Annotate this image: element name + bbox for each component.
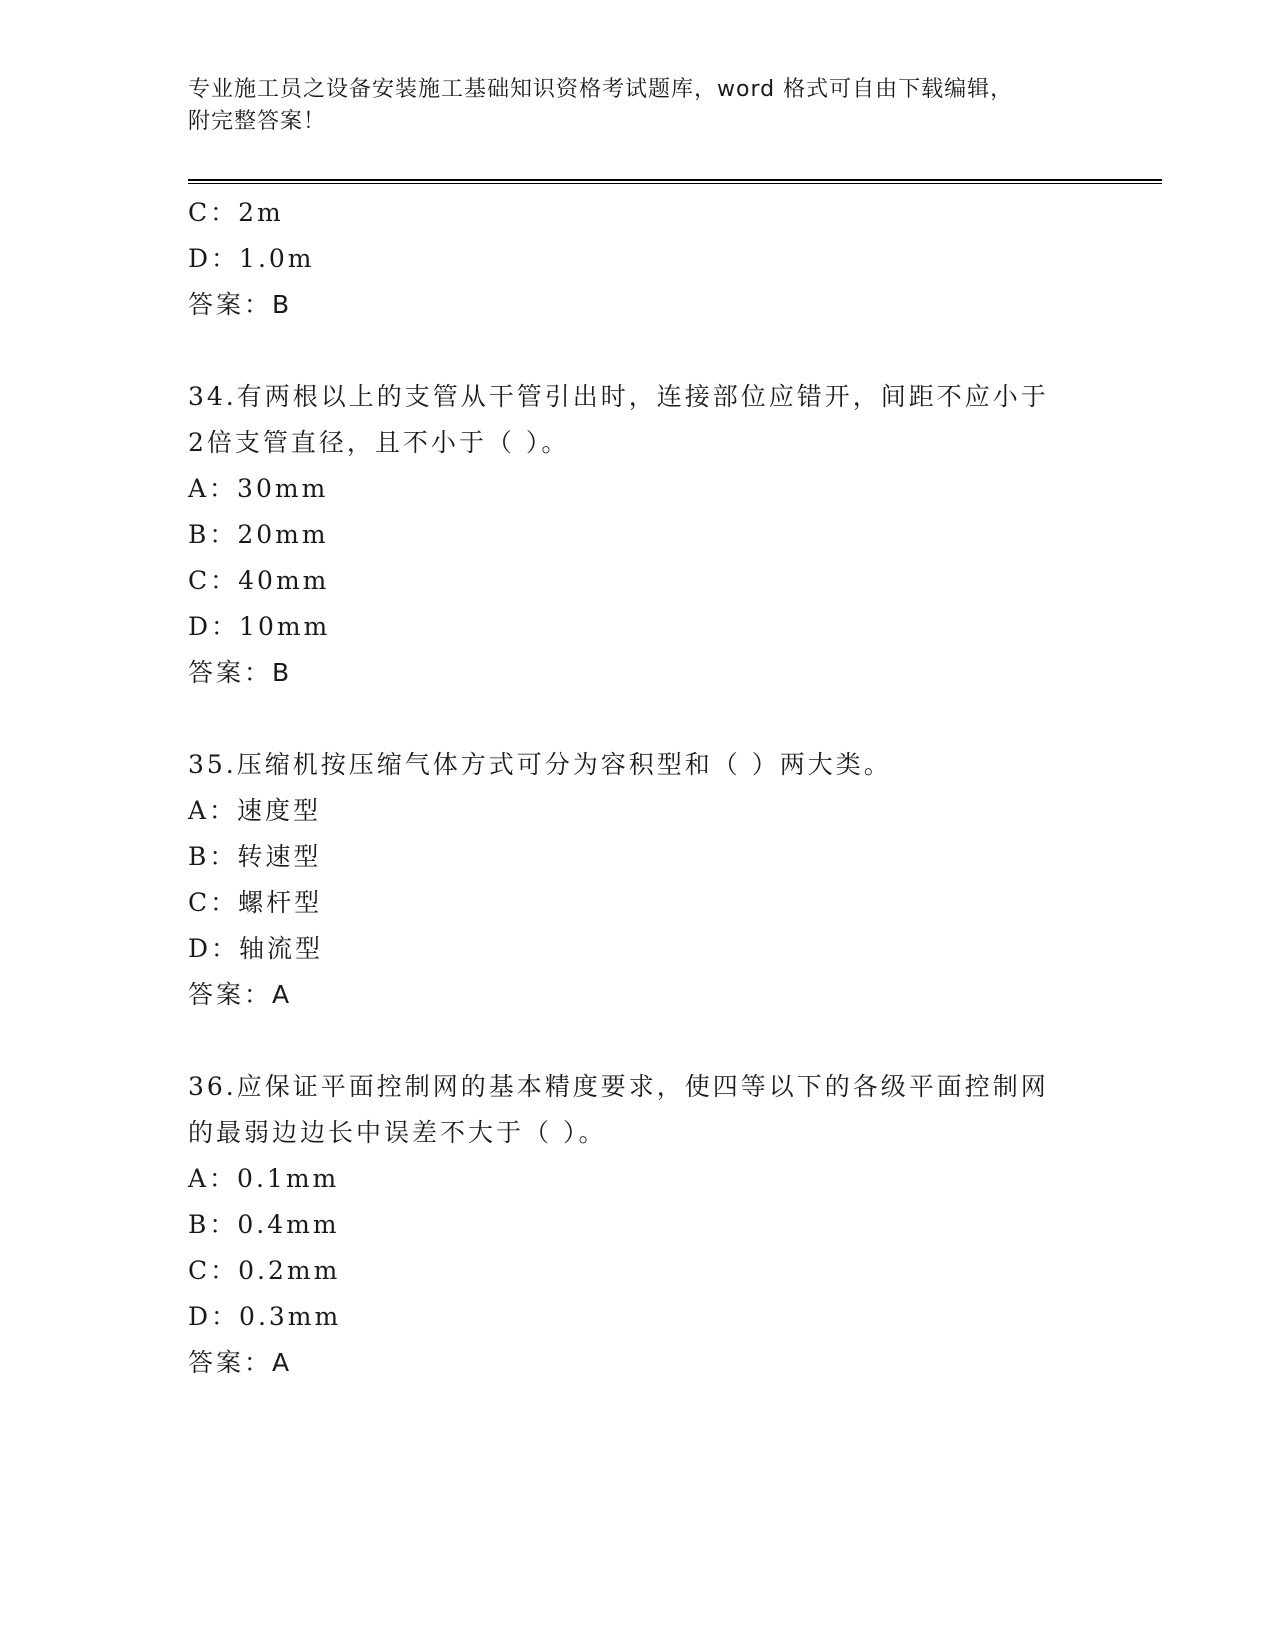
option-a: A：0.1mm — [188, 1164, 340, 1193]
question-34 — [188, 374, 1088, 696]
question-stem-line-1: 35.压缩机按压缩气体方式可分为容积型和（ ）两大类。 — [188, 750, 892, 779]
question-list — [188, 190, 1088, 1386]
answer-line: 答案：A — [188, 1348, 293, 1377]
header-line-1: 专业施工员之设备安装施工基础知识资格考试题库，word 格式可自由下载编辑， — [188, 77, 1014, 102]
option-c: C：2m — [188, 198, 284, 227]
answer-line: 答案：B — [188, 658, 293, 687]
question-stem-line-2: 2倍支管直径，且不小于（ ）。 — [188, 428, 570, 457]
question-stem-line-1: 36.应保证平面控制网的基本精度要求，使四等以下的各级平面控制网 — [188, 1072, 1049, 1101]
option-a: A：速度型 — [188, 796, 322, 825]
question-33-tail — [188, 190, 1088, 328]
option-d: D：0.3mm — [188, 1302, 342, 1331]
option-c: C：螺杆型 — [188, 888, 323, 917]
document-header — [188, 74, 1088, 138]
question-36 — [188, 1064, 1088, 1386]
header-divider-thin — [188, 183, 1162, 184]
option-b: B：0.4mm — [188, 1210, 340, 1239]
option-a: A：30mm — [188, 474, 329, 503]
answer-line: 答案：A — [188, 980, 293, 1009]
option-d: D：1.0m — [188, 244, 315, 273]
spacer — [188, 328, 1088, 374]
option-c: C：0.2mm — [188, 1256, 341, 1285]
spacer — [188, 1018, 1088, 1064]
option-d: D：轴流型 — [188, 934, 324, 963]
header-line-2: 附完整答案！ — [188, 109, 327, 134]
option-c: C：40mm — [188, 566, 330, 595]
option-b: B：转速型 — [188, 842, 322, 871]
answer-line: 答案：B — [188, 290, 293, 319]
spacer — [188, 696, 1088, 742]
question-stem-line-1: 34.有两根以上的支管从干管引出时，连接部位应错开，间距不应小于 — [188, 382, 1049, 411]
option-d: D：10mm — [188, 612, 331, 641]
option-b: B：20mm — [188, 520, 329, 549]
question-35 — [188, 742, 1088, 1018]
question-stem-line-2: 的最弱边边长中误差不大于（ ）。 — [188, 1118, 607, 1147]
header-divider-thick — [188, 179, 1162, 181]
